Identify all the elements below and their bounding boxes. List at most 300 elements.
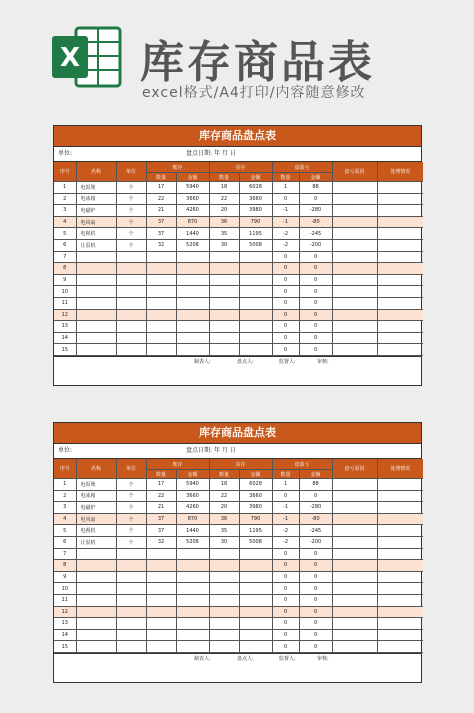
- date-value: 年 月 日: [213, 447, 236, 454]
- col-diff: 盘盈亏: [272, 162, 332, 173]
- cell-reason: [332, 263, 377, 275]
- cell-book-amount: [176, 344, 209, 356]
- cell-book-amount: 1440: [176, 228, 209, 240]
- cell-diff-qty: 0: [272, 548, 299, 560]
- cell-reason: [332, 286, 377, 298]
- cell-unit: [116, 309, 146, 321]
- cell-seq: 13: [54, 321, 76, 333]
- col-actual-qty: 数量: [209, 470, 239, 479]
- cell-actual-amount: [239, 583, 272, 595]
- cell-name: 电视机: [76, 525, 116, 537]
- cell-actual-qty: [209, 251, 239, 263]
- cell-book-qty: 22: [146, 490, 176, 502]
- table-row: [54, 239, 423, 251]
- cell-actual-amount: [239, 548, 272, 560]
- cell-book-qty: [146, 309, 176, 321]
- cell-diff-amount: 0: [299, 618, 332, 630]
- cell-handling: [377, 548, 423, 560]
- cell-actual-amount: 1195: [239, 228, 272, 240]
- cell-diff-qty: -2: [272, 239, 299, 251]
- cell-diff-amount: 88: [299, 182, 332, 194]
- supervisor-label: 监督人:: [279, 358, 296, 365]
- cell-name: 电风扇: [76, 513, 116, 525]
- cell-reason: [332, 321, 377, 333]
- cell-actual-qty: [209, 332, 239, 344]
- cell-reason: [332, 182, 377, 194]
- cell-handling: [377, 216, 423, 228]
- cell-book-amount: [176, 594, 209, 606]
- cell-unit: 个: [116, 479, 146, 491]
- cell-unit: [116, 583, 146, 595]
- cell-actual-qty: 35: [209, 228, 239, 240]
- table-row: [54, 344, 423, 356]
- cell-diff-amount: -245: [299, 228, 332, 240]
- table-row: [54, 525, 423, 537]
- preparer-label: 制表人:: [194, 358, 211, 365]
- cell-diff-amount: 0: [299, 490, 332, 502]
- cell-name: 电视机: [76, 228, 116, 240]
- excel-icon: [52, 26, 122, 88]
- cell-seq: 11: [54, 297, 76, 309]
- col-name: 名称: [76, 459, 116, 479]
- cell-diff-qty: -1: [272, 502, 299, 514]
- cell-diff-amount: 0: [299, 594, 332, 606]
- cell-handling: [377, 502, 423, 514]
- cell-diff-qty: -1: [272, 205, 299, 217]
- col-actual-amount: 金额: [239, 173, 272, 182]
- cell-actual-qty: 30: [209, 239, 239, 251]
- cell-book-qty: [146, 321, 176, 333]
- cell-book-qty: [146, 618, 176, 630]
- cell-book-qty: [146, 560, 176, 572]
- cell-seq: 12: [54, 309, 76, 321]
- cell-diff-qty: 0: [272, 560, 299, 572]
- cell-diff-amount: 0: [299, 274, 332, 286]
- cell-actual-qty: [209, 321, 239, 333]
- cell-handling: [377, 321, 423, 333]
- col-seq: 序号: [54, 162, 76, 182]
- cell-handling: [377, 274, 423, 286]
- cell-actual-amount: 1195: [239, 525, 272, 537]
- cell-seq: 9: [54, 274, 76, 286]
- date-label: [186, 147, 236, 161]
- unit-label: 单位:: [58, 447, 73, 454]
- cell-name: [76, 583, 116, 595]
- cell-book-amount: [176, 560, 209, 572]
- col-handling: 处理情况: [377, 162, 423, 182]
- cell-name: 让泵机: [76, 239, 116, 251]
- date-value: 年 月 日: [213, 150, 236, 157]
- cell-actual-amount: 5008: [239, 536, 272, 548]
- col-unit: 单位: [116, 162, 146, 182]
- cell-book-qty: 17: [146, 479, 176, 491]
- cell-seq: 7: [54, 548, 76, 560]
- cell-actual-qty: [209, 297, 239, 309]
- cell-name: 电冰箱: [76, 490, 116, 502]
- cell-unit: 个: [116, 182, 146, 194]
- cell-name: [76, 641, 116, 653]
- cell-handling: [377, 525, 423, 537]
- cell-diff-qty: -1: [272, 513, 299, 525]
- cell-diff-amount: 0: [299, 606, 332, 618]
- cell-reason: [332, 490, 377, 502]
- col-book-qty: 数量: [146, 173, 176, 182]
- cell-unit: [116, 321, 146, 333]
- cell-unit: [116, 297, 146, 309]
- cell-unit: 个: [116, 193, 146, 205]
- cell-seq: 2: [54, 490, 76, 502]
- reviewer-label: 审核:: [317, 655, 329, 662]
- cell-unit: [116, 641, 146, 653]
- table-row: [54, 548, 423, 560]
- cell-unit: [116, 251, 146, 263]
- cell-handling: [377, 479, 423, 491]
- cell-actual-amount: [239, 594, 272, 606]
- cell-unit: 个: [116, 205, 146, 217]
- col-book-qty: 数量: [146, 470, 176, 479]
- cell-handling: [377, 583, 423, 595]
- cell-diff-amount: 0: [299, 571, 332, 583]
- cell-name: 让泵机: [76, 536, 116, 548]
- cell-book-qty: [146, 286, 176, 298]
- cell-book-amount: [176, 286, 209, 298]
- table-row: [54, 297, 423, 309]
- cell-name: [76, 309, 116, 321]
- cell-diff-amount: 0: [299, 286, 332, 298]
- cell-actual-amount: [239, 606, 272, 618]
- cell-actual-qty: 30: [209, 536, 239, 548]
- cell-name: 电饭煲: [76, 479, 116, 491]
- cell-name: 电磁炉: [76, 502, 116, 514]
- cell-handling: [377, 606, 423, 618]
- table-row: [54, 594, 423, 606]
- cell-diff-qty: 0: [272, 641, 299, 653]
- cell-actual-amount: 6028: [239, 182, 272, 194]
- cell-handling: [377, 571, 423, 583]
- cell-unit: [116, 344, 146, 356]
- cell-handling: [377, 594, 423, 606]
- inventory-table: [54, 162, 423, 356]
- cell-diff-amount: -280: [299, 205, 332, 217]
- cell-diff-amount: -80: [299, 513, 332, 525]
- table-row: [54, 560, 423, 572]
- cell-diff-amount: -200: [299, 239, 332, 251]
- cell-reason: [332, 502, 377, 514]
- cell-actual-qty: [209, 274, 239, 286]
- cell-unit: [116, 629, 146, 641]
- cell-handling: [377, 332, 423, 344]
- table-row: [54, 251, 423, 263]
- cell-actual-qty: 18: [209, 182, 239, 194]
- cell-actual-qty: 36: [209, 513, 239, 525]
- cell-reason: [332, 513, 377, 525]
- reviewer-label: 审核:: [317, 358, 329, 365]
- cell-book-qty: 21: [146, 205, 176, 217]
- cell-diff-qty: 0: [272, 274, 299, 286]
- cell-diff-qty: 0: [272, 193, 299, 205]
- col-reason: 盘亏原因: [332, 459, 377, 479]
- sheet-title: 库存商品盘点表: [54, 126, 421, 147]
- cell-unit: 个: [116, 490, 146, 502]
- table-row: [54, 274, 423, 286]
- svg-text:X: X: [59, 43, 81, 73]
- cell-actual-qty: [209, 571, 239, 583]
- cell-book-qty: [146, 571, 176, 583]
- cell-diff-amount: 0: [299, 560, 332, 572]
- cell-book-amount: 3660: [176, 490, 209, 502]
- cell-seq: 3: [54, 502, 76, 514]
- cell-actual-qty: [209, 641, 239, 653]
- cell-diff-amount: 0: [299, 309, 332, 321]
- date-label: [186, 444, 236, 458]
- counter-label: 盘点人:: [237, 358, 254, 365]
- cell-book-qty: [146, 274, 176, 286]
- cell-seq: 10: [54, 583, 76, 595]
- cell-seq: 10: [54, 286, 76, 298]
- cell-unit: [116, 263, 146, 275]
- cell-actual-amount: 3980: [239, 502, 272, 514]
- table-body: [54, 182, 423, 356]
- col-actual: 实存: [209, 162, 272, 173]
- cell-reason: [332, 297, 377, 309]
- cell-diff-amount: 0: [299, 263, 332, 275]
- cell-book-amount: 5208: [176, 536, 209, 548]
- cell-diff-qty: -1: [272, 216, 299, 228]
- table-row: [54, 216, 423, 228]
- cell-name: [76, 629, 116, 641]
- cell-book-qty: [146, 332, 176, 344]
- cell-book-qty: [146, 594, 176, 606]
- cell-seq: 8: [54, 263, 76, 275]
- cell-diff-amount: -200: [299, 536, 332, 548]
- cell-name: 电风扇: [76, 216, 116, 228]
- cell-reason: [332, 571, 377, 583]
- date-label-text: 盘点日期:: [186, 150, 213, 157]
- col-diff: 盘盈亏: [272, 459, 332, 470]
- cell-reason: [332, 193, 377, 205]
- cell-diff-amount: -80: [299, 216, 332, 228]
- cell-handling: [377, 560, 423, 572]
- table-row: [54, 490, 423, 502]
- cell-name: [76, 560, 116, 572]
- cell-diff-qty: 0: [272, 490, 299, 502]
- cell-book-qty: 17: [146, 182, 176, 194]
- col-actual: 实存: [209, 459, 272, 470]
- table-row: [54, 193, 423, 205]
- col-actual-qty: 数量: [209, 173, 239, 182]
- cell-actual-qty: [209, 548, 239, 560]
- inventory-table: [54, 459, 423, 653]
- cell-actual-amount: [239, 641, 272, 653]
- cell-unit: 个: [116, 228, 146, 240]
- cell-actual-amount: 3660: [239, 490, 272, 502]
- cell-seq: 14: [54, 629, 76, 641]
- cell-reason: [332, 560, 377, 572]
- cell-book-qty: 37: [146, 513, 176, 525]
- cell-unit: [116, 560, 146, 572]
- col-diff-qty: 数量: [272, 173, 299, 182]
- cell-seq: 6: [54, 536, 76, 548]
- cell-seq: 4: [54, 513, 76, 525]
- cell-actual-qty: [209, 560, 239, 572]
- cell-actual-amount: [239, 286, 272, 298]
- cell-book-amount: [176, 618, 209, 630]
- inventory-sheet-2: [53, 422, 422, 683]
- cell-book-amount: 5940: [176, 479, 209, 491]
- cell-reason: [332, 641, 377, 653]
- cell-actual-qty: 20: [209, 205, 239, 217]
- sheet-info-row: [54, 444, 421, 459]
- table-row: [54, 309, 423, 321]
- cell-book-qty: 32: [146, 536, 176, 548]
- cell-unit: [116, 548, 146, 560]
- cell-actual-amount: [239, 251, 272, 263]
- cell-actual-qty: [209, 263, 239, 275]
- table-row: [54, 182, 423, 194]
- cell-handling: [377, 629, 423, 641]
- cell-seq: 6: [54, 239, 76, 251]
- table-row: [54, 513, 423, 525]
- cell-book-qty: [146, 344, 176, 356]
- cell-unit: [116, 274, 146, 286]
- col-diff-amount: 金额: [299, 470, 332, 479]
- cell-seq: 4: [54, 216, 76, 228]
- cell-seq: 7: [54, 251, 76, 263]
- cell-unit: 个: [116, 536, 146, 548]
- cell-actual-amount: [239, 571, 272, 583]
- cell-diff-amount: 0: [299, 583, 332, 595]
- cell-diff-amount: -280: [299, 502, 332, 514]
- cell-actual-qty: [209, 618, 239, 630]
- col-reason: 盘亏原因: [332, 162, 377, 182]
- cell-reason: [332, 606, 377, 618]
- cell-book-amount: [176, 583, 209, 595]
- cell-book-qty: [146, 629, 176, 641]
- table-row: [54, 606, 423, 618]
- table-row: [54, 583, 423, 595]
- cell-reason: [332, 251, 377, 263]
- cell-diff-qty: 0: [272, 571, 299, 583]
- cell-seq: 9: [54, 571, 76, 583]
- cell-unit: 个: [116, 239, 146, 251]
- cell-book-amount: [176, 606, 209, 618]
- cell-book-qty: 37: [146, 216, 176, 228]
- cell-diff-qty: 1: [272, 182, 299, 194]
- cell-actual-qty: [209, 606, 239, 618]
- table-row: [54, 321, 423, 333]
- cell-reason: [332, 536, 377, 548]
- cell-diff-amount: -245: [299, 525, 332, 537]
- cell-handling: [377, 193, 423, 205]
- page-title: 库存商品表: [140, 37, 375, 88]
- col-handling: 处理情况: [377, 459, 423, 479]
- cell-book-qty: [146, 606, 176, 618]
- table-row: [54, 479, 423, 491]
- cell-handling: [377, 297, 423, 309]
- col-diff-qty: 数量: [272, 470, 299, 479]
- counter-label: 盘点人:: [237, 655, 254, 662]
- cell-seq: 14: [54, 332, 76, 344]
- cell-diff-qty: 0: [272, 606, 299, 618]
- cell-unit: [116, 618, 146, 630]
- cell-reason: [332, 205, 377, 217]
- cell-diff-qty: 0: [272, 594, 299, 606]
- cell-book-qty: 37: [146, 228, 176, 240]
- cell-actual-qty: [209, 629, 239, 641]
- cell-reason: [332, 525, 377, 537]
- cell-book-amount: [176, 571, 209, 583]
- cell-actual-amount: [239, 274, 272, 286]
- cell-book-qty: 32: [146, 239, 176, 251]
- cell-name: [76, 548, 116, 560]
- cell-seq: 15: [54, 641, 76, 653]
- col-seq: 序号: [54, 459, 76, 479]
- cell-handling: [377, 513, 423, 525]
- table-row: [54, 332, 423, 344]
- inventory-sheet-1: [53, 125, 422, 386]
- cell-handling: [377, 182, 423, 194]
- cell-handling: [377, 239, 423, 251]
- cell-name: [76, 332, 116, 344]
- cell-diff-amount: 0: [299, 251, 332, 263]
- cell-seq: 5: [54, 525, 76, 537]
- cell-unit: [116, 286, 146, 298]
- cell-reason: [332, 629, 377, 641]
- cell-handling: [377, 251, 423, 263]
- col-book: 账存: [146, 162, 209, 173]
- cell-diff-qty: -2: [272, 228, 299, 240]
- cell-diff-amount: 88: [299, 479, 332, 491]
- cell-diff-amount: 0: [299, 321, 332, 333]
- cell-name: [76, 321, 116, 333]
- table-row: [54, 618, 423, 630]
- cell-book-qty: [146, 641, 176, 653]
- cell-reason: [332, 309, 377, 321]
- cell-actual-amount: 5008: [239, 239, 272, 251]
- cell-seq: 11: [54, 594, 76, 606]
- cell-actual-amount: [239, 560, 272, 572]
- cell-diff-qty: 0: [272, 332, 299, 344]
- cell-diff-qty: 1: [272, 479, 299, 491]
- cell-actual-amount: [239, 321, 272, 333]
- cell-handling: [377, 641, 423, 653]
- cell-book-amount: 5208: [176, 239, 209, 251]
- cell-name: [76, 297, 116, 309]
- cell-unit: [116, 571, 146, 583]
- cell-book-amount: 5940: [176, 182, 209, 194]
- table-row: [54, 502, 423, 514]
- cell-diff-amount: 0: [299, 629, 332, 641]
- cell-reason: [332, 618, 377, 630]
- col-unit: 单位: [116, 459, 146, 479]
- supervisor-label: 监督人:: [279, 655, 296, 662]
- cell-diff-qty: 0: [272, 321, 299, 333]
- col-book-amount: 金额: [176, 470, 209, 479]
- cell-handling: [377, 618, 423, 630]
- col-book: 账存: [146, 459, 209, 470]
- cell-seq: 13: [54, 618, 76, 630]
- cell-actual-qty: 35: [209, 525, 239, 537]
- cell-handling: [377, 286, 423, 298]
- cell-book-qty: 37: [146, 525, 176, 537]
- cell-name: 电冰箱: [76, 193, 116, 205]
- cell-diff-amount: 0: [299, 344, 332, 356]
- cell-diff-qty: 0: [272, 344, 299, 356]
- cell-seq: 15: [54, 344, 76, 356]
- cell-actual-qty: 22: [209, 193, 239, 205]
- cell-actual-amount: [239, 263, 272, 275]
- table-row: [54, 228, 423, 240]
